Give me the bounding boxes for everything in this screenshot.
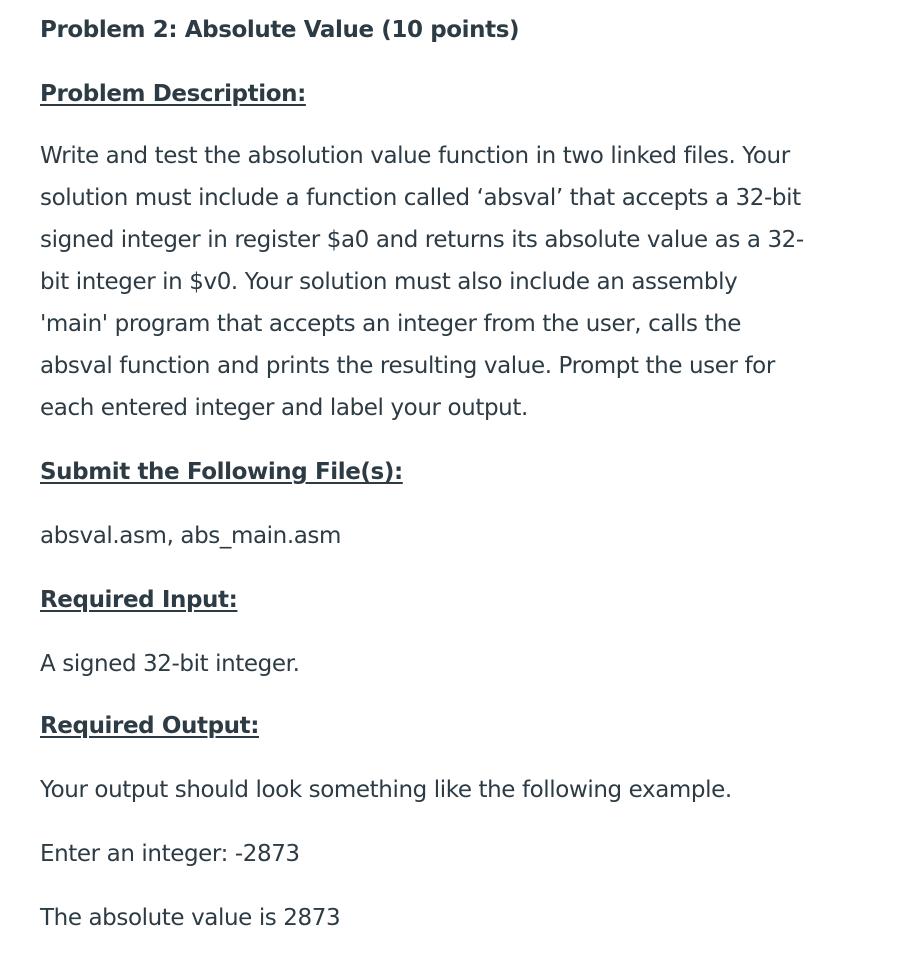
required-output-heading: Required Output: xyxy=(40,713,259,739)
problem-description xyxy=(40,140,804,434)
problem-description-heading: Problem Description: xyxy=(40,81,306,107)
description-line: 'main' program that accepts an integer from the user, calls the xyxy=(40,311,742,337)
example-result-line: The absolute value is 2873 xyxy=(40,905,341,931)
submit-files-heading: Submit the Following File(s): xyxy=(40,459,403,485)
description-line: signed integer in register $a0 and returns its absolute value as a 32- xyxy=(40,227,804,253)
description-line: solution must include a function called ‘absval’ that accepts a 32-bit xyxy=(40,185,801,211)
required-input-text: A signed 32-bit integer. xyxy=(40,651,300,677)
required-output-intro: Your output should look something like the following example. xyxy=(40,777,732,803)
required-input-heading: Required Input: xyxy=(40,587,238,613)
description-line: Write and test the absolution value function in two linked files. Your xyxy=(40,143,790,169)
description-line: each entered integer and label your output. xyxy=(40,395,528,421)
submit-files-list: absval.asm, abs_main.asm xyxy=(40,523,342,549)
description-line: absval function and prints the resulting value. Prompt the user for xyxy=(40,353,775,379)
example-prompt-line: Enter an integer: -2873 xyxy=(40,841,300,867)
description-line: bit integer in $v0. Your solution must also include an assembly xyxy=(40,269,738,295)
problem-title: Problem 2: Absolute Value (10 points) xyxy=(40,17,520,43)
